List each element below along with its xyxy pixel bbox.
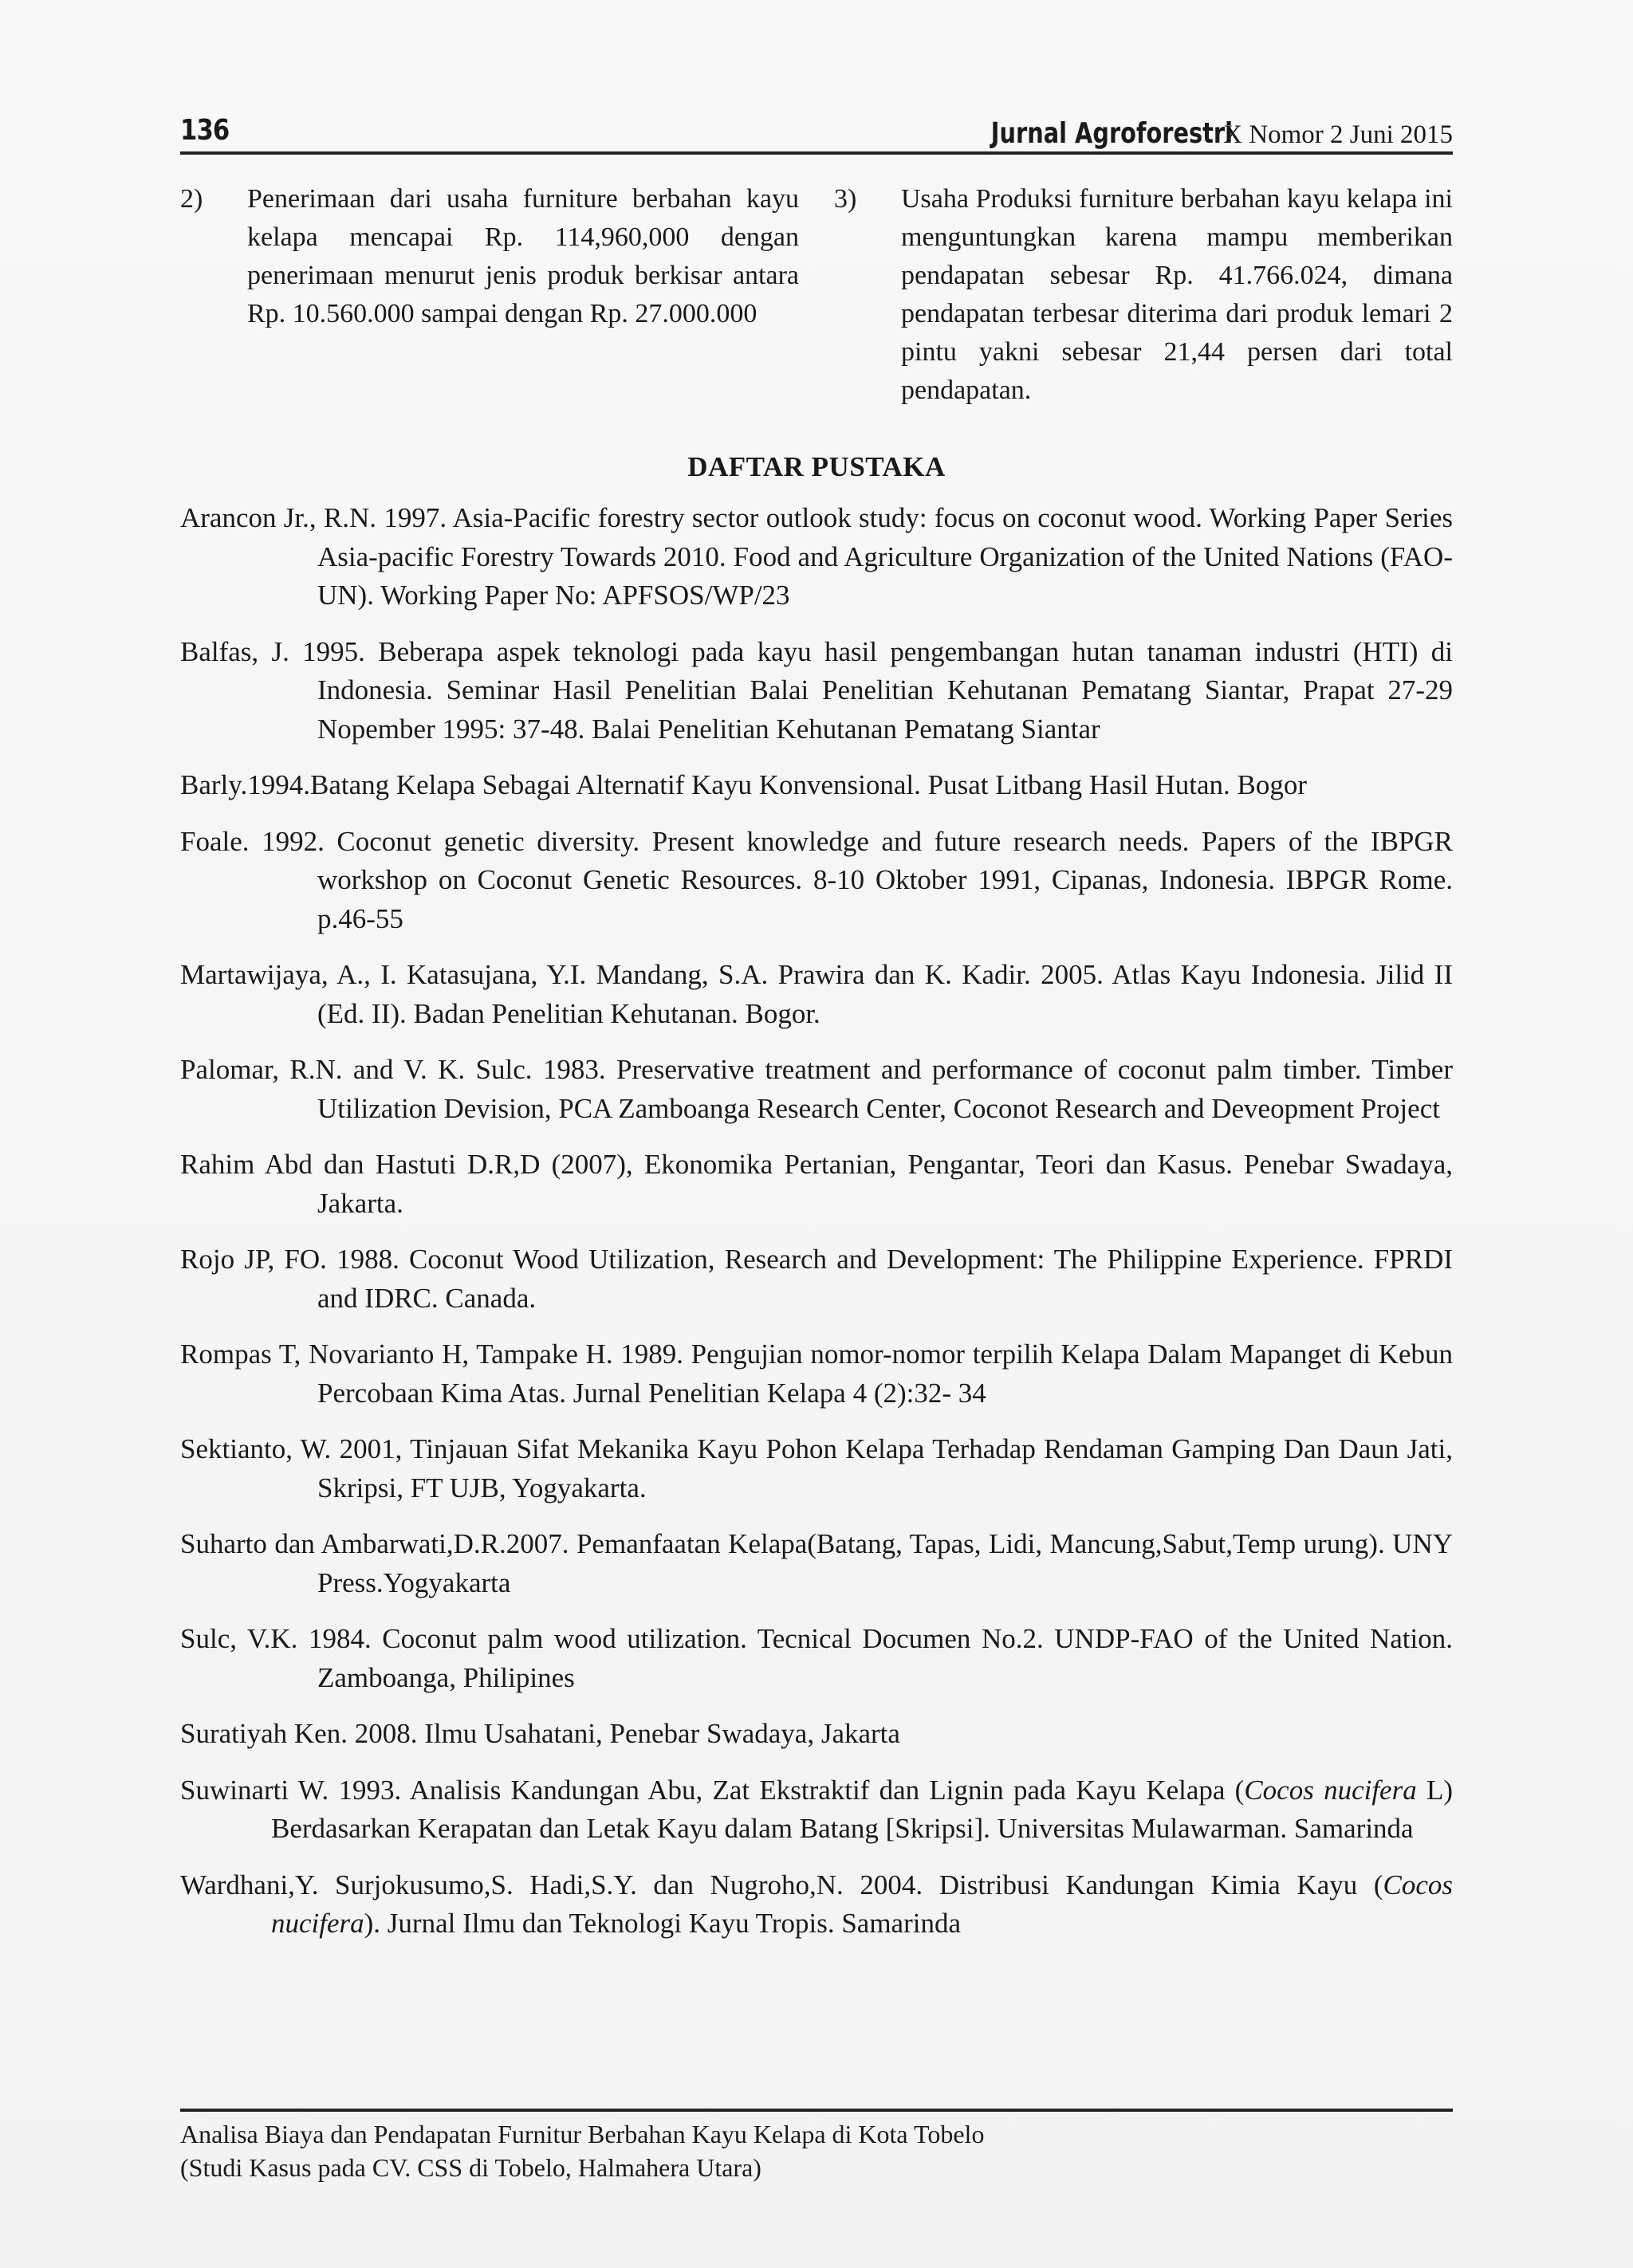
reference-list bbox=[180, 499, 1453, 1961]
reference-item: Foale. 1992. Coconut genetic diversity. Present knowledge and future research needs. Papers of the IBPGR workshop on Coconut Genetic Resources. 8-10 Oktober 1991, Cipanas, Indonesia. IBPGR Rome. p.46-55 bbox=[180, 825, 1453, 934]
conclusion-number: 2) bbox=[180, 184, 203, 214]
running-header bbox=[931, 117, 1453, 150]
reference-item: Sulc, V.K. 1984. Coconut palm wood utilization. Tecnical Documen No.2. UNDP-FAO of the United Nation. Zamboanga, Philipines bbox=[180, 1623, 1453, 1693]
reference-item-wardhani bbox=[180, 1866, 1453, 1944]
conclusion-item-2 bbox=[180, 180, 799, 333]
footer-divider bbox=[180, 2109, 1453, 2112]
journal-name: Jurnal Agroforestri bbox=[990, 117, 1234, 150]
page-number: 136 bbox=[180, 114, 230, 147]
reference-item: Sektianto, W. 2001, Tinjauan Sifat Mekanika Kayu Pohon Kelapa Terhadap Rendaman Gamping Dan Daun Jati, Skripsi, FT UJB, Yogyakarta. bbox=[180, 1433, 1453, 1503]
reference-item: Balfas, J. 1995. Beberapa aspek teknologi pada kayu hasil pengembangan hutan tanaman industri (HTI) di Indonesia. Seminar Hasil Penelitian Balai Penelitian Kehutanan Pematang Siantar, Prapat 27-29 Nopember 1995: 37-48. Balai Penelitian Kehutanan Pematang Siantar bbox=[180, 635, 1453, 745]
reference-item: Suharto dan Ambarwati,D.R.2007. Pemanfaatan Kelapa(Batang, Tapas, Lidi, Mancung,Sabut,Temp urung). UNY Press.Yogyakarta bbox=[180, 1528, 1453, 1598]
reference-item: Palomar, R.N. and V. K. Sulc. 1983. Preservative treatment and performance of coconut palm timber. Timber Utilization Devision, PCA Zamboanga Research Center, Coconot Research and Deveopment Project bbox=[180, 1054, 1453, 1124]
journal-issue: X Nomor 2 Juni 2015 bbox=[1223, 120, 1453, 149]
reference-item: Rojo JP, FO. 1988. Coconut Wood Utilization, Research and Development: The Philippine Experience. FPRDI and IDRC. Canada. bbox=[180, 1244, 1453, 1314]
references-heading: DAFTAR PUSTAKA bbox=[687, 451, 946, 482]
reference-item: Suratiyah Ken. 2008. Ilmu Usahatani, Penebar Swadaya, Jakarta bbox=[180, 1718, 900, 1749]
reference-item: Martawijaya, A., I. Katasujana, Y.I. Mandang, S.A. Prawira dan K. Kadir. 2005. Atlas Kayu Indonesia. Jilid II (Ed. II). Badan Penelitian Kehutanan. Bogor. bbox=[180, 959, 1453, 1029]
species-name: Cocos nucifera bbox=[271, 1869, 1453, 1939]
reference-text: ). Jurnal Ilmu dan Teknologi Kayu Tropis. Samarinda bbox=[364, 1908, 962, 1939]
page-footer bbox=[180, 2117, 1453, 2184]
reference-text: Wardhani,Y. Surjokusumo,S. Hadi,S.Y. dan Nugroho,N. 2004. Distribusi Kandungan Kimia Kayu ( bbox=[180, 1869, 1383, 1900]
footer-title-line: Analisa Biaya dan Pendapatan Furnitur Berbahan Kayu Kelapa di Kota Tobelo bbox=[180, 2120, 985, 2148]
reference-text: L) Berdasarkan Kerapatan dan Letak Kayu dalam Batang [Skripsi]. Universitas Mulawarman. Samarinda bbox=[271, 1774, 1453, 1844]
conclusion-text: Penerimaan dari usaha furniture berbahan kayu kelapa mencapai Rp. 114,960,000 dengan penerimaan menurut jenis produk berkisar antara Rp. 10.560.000 sampai dengan Rp. 27.000.000 bbox=[247, 184, 799, 328]
reference-item: Barly.1994.Batang Kelapa Sebagai Alternatif Kayu Konvensional. Pusat Litbang Hasil Hutan. Bogor bbox=[180, 769, 1307, 800]
reference-item: Rahim Abd dan Hastuti D.R,D (2007), Ekonomika Pertanian, Pengantar, Teori dan Kasus. Penebar Swadaya, Jakarta. bbox=[180, 1149, 1453, 1219]
reference-text: Suwinarti W. 1993. Analisis Kandungan Abu, Zat Ekstraktif dan Lignin pada Kayu Kelapa ( bbox=[180, 1774, 1245, 1806]
page-header bbox=[180, 110, 1453, 155]
conclusion-number: 3) bbox=[834, 184, 857, 214]
footer-subtitle-line: (Studi Kasus pada CV. CSS di Tobelo, Halmahera Utara) bbox=[180, 2153, 761, 2182]
species-name: Cocos nucifera bbox=[1244, 1774, 1417, 1806]
reference-item: Rompas T, Novarianto H, Tampake H. 1989. Pengujian nomor-nomor terpilih Kelapa Dalam Mapanget di Kebun Percobaan Kima Atas. Jurnal Penelitian Kelapa 4 (2):32- 34 bbox=[180, 1338, 1453, 1409]
conclusion-item-3 bbox=[834, 180, 1453, 410]
reference-item-suwinarti bbox=[180, 1771, 1453, 1849]
conclusion-text: Usaha Produksi furniture berbahan kayu kelapa ini menguntungkan karena mampu memberikan pendapatan sebesar Rp. 41.766.024, dimana pendapatan terbesar diterima dari produk lemari 2 pintu yakni sebesar 21,44 persen dari total pendapatan. bbox=[901, 184, 1453, 405]
reference-item: Arancon Jr., R.N. 1997. Asia-Pacific forestry sector outlook study: focus on coconut wood. Working Paper Series Asia-pacific Forestry Towards 2010. Food and Agriculture Organization of the United Nations (FAO-UN). Working Paper No: APFSOS/WP/23 bbox=[180, 502, 1453, 611]
